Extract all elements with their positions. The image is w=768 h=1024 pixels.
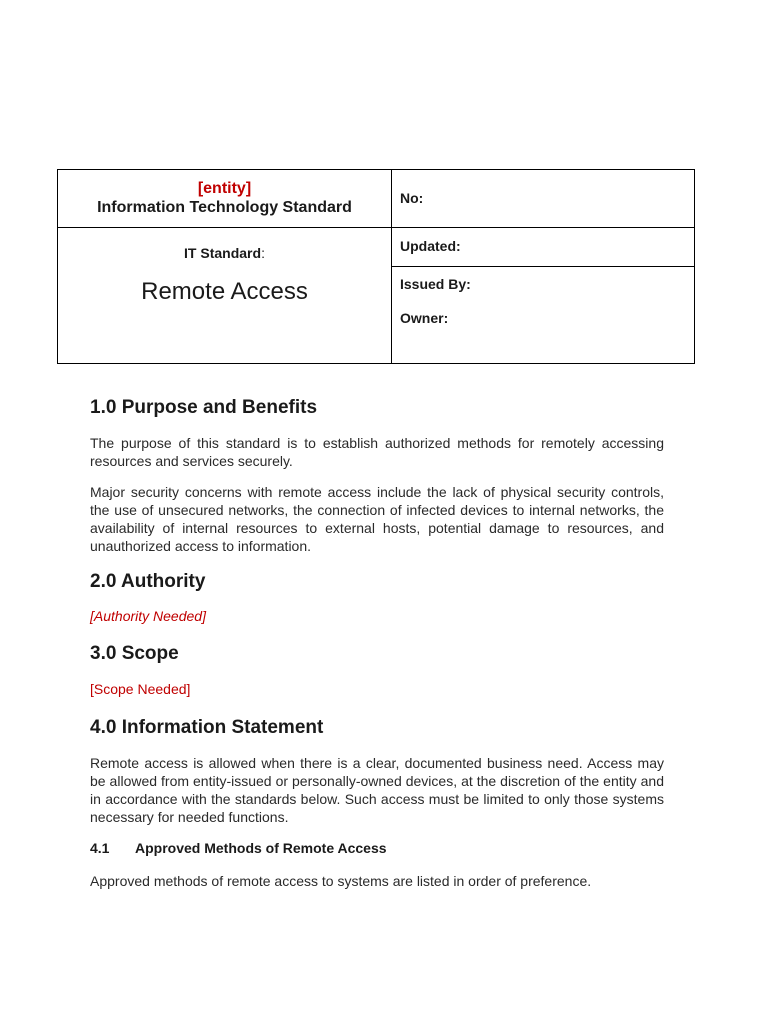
header-title-cell — [58, 170, 392, 228]
scope-placeholder: [Scope Needed] — [90, 681, 191, 697]
subsection-number: 4.1 — [90, 840, 110, 856]
section-heading-statement: 4.0 Information Statement — [90, 717, 324, 738]
updated-label: Updated: — [400, 238, 461, 254]
section-heading-scope: 3.0 Scope — [90, 643, 179, 664]
header-doc-title-cell — [58, 228, 392, 364]
document-body — [90, 395, 664, 890]
it-standard-label: IT Standard — [184, 245, 262, 261]
purpose-paragraph-2: Major security concerns with remote access include the lack of physical security controls, the use of unsecured networks, the connection of infected devices to internal networks, the availability of internal resources to external hosts, potential damage to resources, and unauthorized access to information. — [90, 484, 664, 554]
section-heading-purpose: 1.0 Purpose and Benefits — [90, 397, 318, 418]
subsection-heading-approved-methods — [90, 839, 664, 857]
purpose-paragraph-1: The purpose of this standard is to establish authorized methods for remotely accessing resources and services securely. — [90, 435, 664, 469]
it-standard-colon: : — [261, 245, 265, 261]
issued-by-label: Issued By: — [400, 276, 471, 292]
document-title: Remote Access — [141, 278, 308, 305]
approved-methods-paragraph: Approved methods of remote access to systems are listed in order of preference. — [90, 873, 592, 889]
number-label: No: — [400, 190, 424, 206]
standard-title: Information Technology Standard — [97, 199, 352, 216]
subsection-title: Approved Methods of Remote Access — [135, 840, 387, 856]
section-heading-authority: 2.0 Authority — [90, 571, 206, 592]
owner-label: Owner: — [400, 310, 449, 326]
issued-owner-cell — [392, 267, 695, 364]
it-standard-label-line — [58, 245, 391, 261]
entity-placeholder: [entity] — [197, 180, 252, 197]
number-cell — [392, 170, 695, 228]
updated-cell — [392, 228, 695, 267]
statement-paragraph-1: Remote access is allowed when there is a clear, documented business need. Access may be allowed from entity-issued or personally-owned devices, at the discretion of the entity and in accordance with the standards below. Such access must be limited to only those systems necessary for needed functions. — [90, 755, 664, 825]
document-header-table — [57, 169, 695, 364]
authority-placeholder: [Authority Needed] — [90, 608, 206, 624]
